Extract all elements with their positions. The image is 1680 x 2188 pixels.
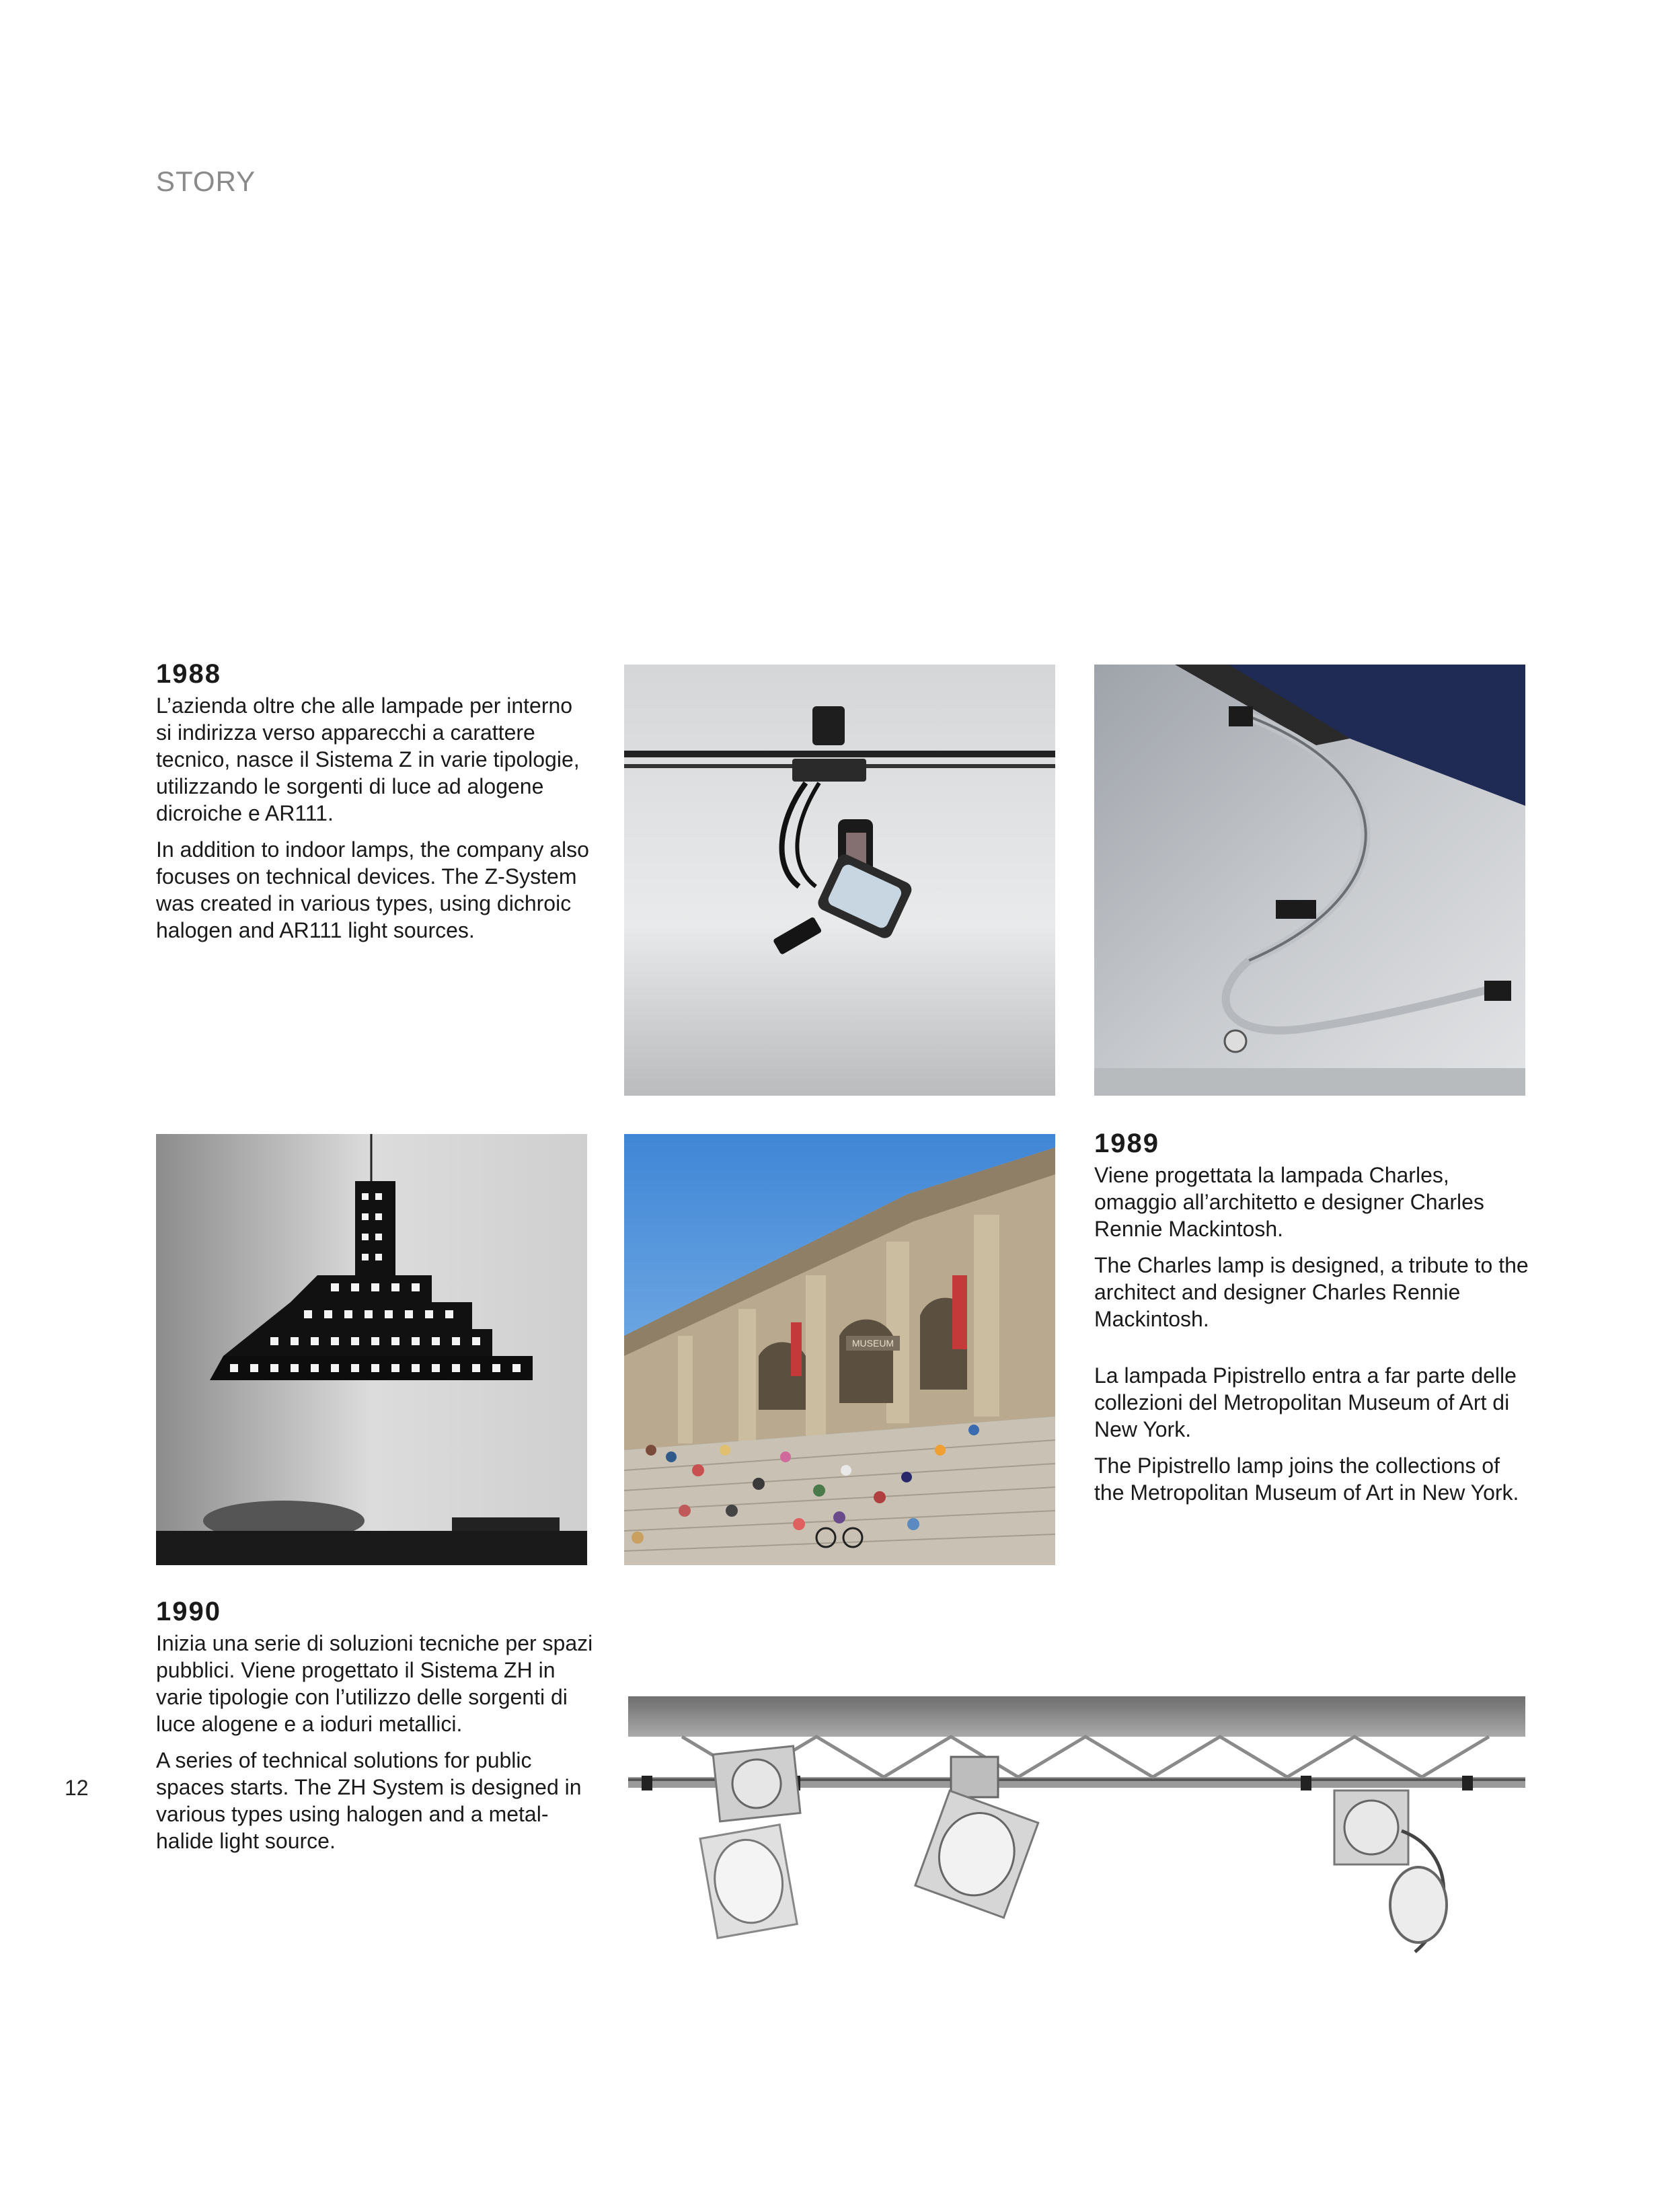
text-1989-it: Viene progettata la lampada Charles, omaggio all’architetto e designer Charles Rennie Mackintosh. [1094,1163,1484,1241]
photo-z-system-spotlight [624,665,1055,1096]
text-1988-it: L’azienda oltre che alle lampade per interno si indirizza verso apparecchi a carattere tecnico, nasce il Sistema Z in varie tipologie, utilizzando le sorgenti di luce ad alogene dicroiche e AR111. [156,693,580,825]
entry-1988 [156,659,593,953]
text-1989-en: The Charles lamp is designed, a tribute to the architect and designer Charles Rennie Mackintosh. [1094,1253,1529,1331]
text-1988-en: In addition to indoor lamps, the company also focuses on technical devices. The Z-System was created in various types, using dichroic halogen and AR111 light sources. [156,837,589,942]
year-1989: 1989 [1094,1129,1159,1158]
section-title: STORY [156,165,256,197]
photo-zh-system [628,1696,1525,2006]
photo-charles-lamp [156,1134,587,1565]
museum-banner-text: MUSEUM [851,1338,894,1349]
photo-curved-rail-system [1094,665,1525,1096]
entry-1989 [1094,1129,1531,1515]
text-1989-pipistrello-en: The Pipistrello lamp joins the collections of the Metropolitan Museum of Art in New York. [1094,1454,1519,1505]
photo-metropolitan-museum [624,1134,1055,1565]
entry-1990 [156,1597,593,1864]
text-1990-en: A series of technical solutions for public spaces starts. The ZH System is designed in various types using halogen and a metal-halide light source. [156,1748,582,1853]
year-1988: 1988 [156,659,221,689]
year-1990: 1990 [156,1597,221,1626]
text-1989-pipistrello-it: La lampada Pipistrello entra a far parte delle collezioni del Metropolitan Museum of Art di New York. [1094,1363,1517,1441]
text-1990-it: Inizia una serie di soluzioni tecniche per spazi pubblici. Viene progettato il Sistema ZH in varie tipologie con l’utilizzo delle sorgenti di luce alogene e a ioduri metallici. [156,1631,593,1736]
page-number: 12 [65,1776,89,1800]
